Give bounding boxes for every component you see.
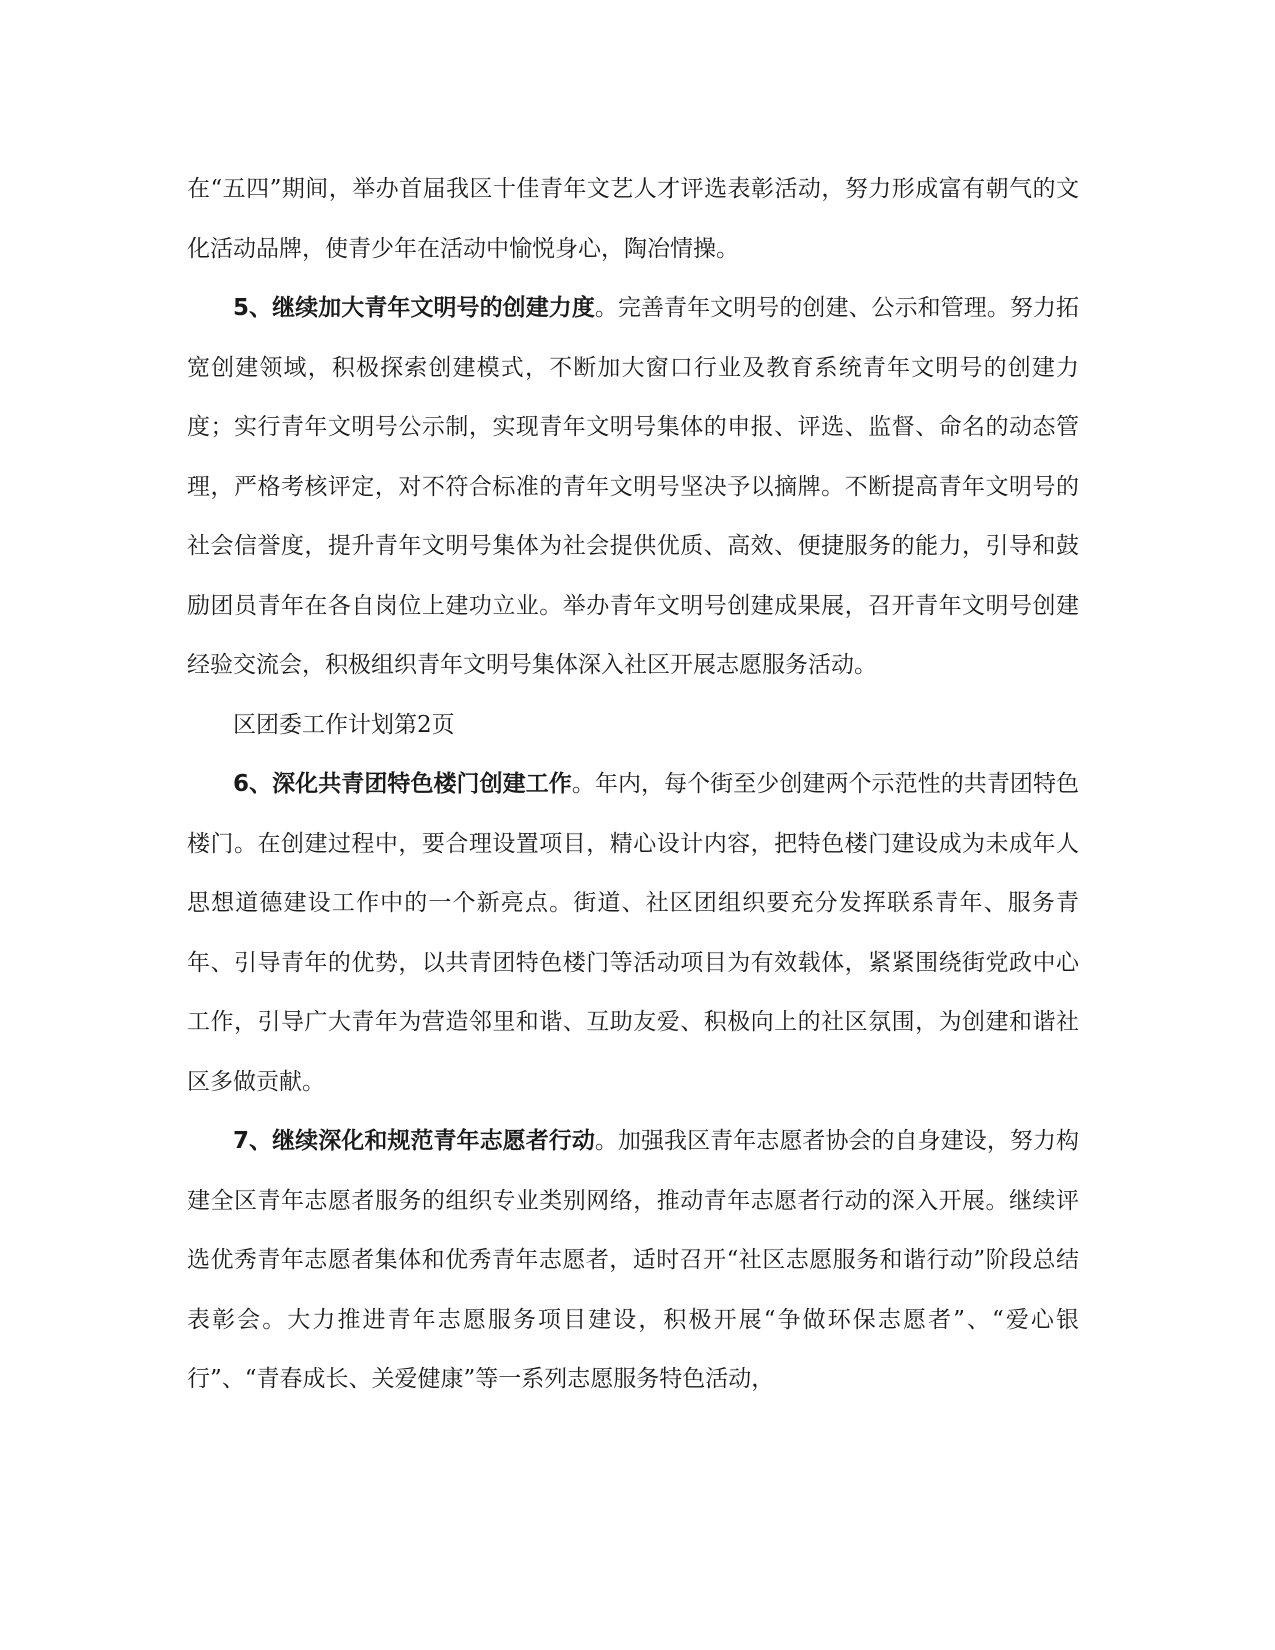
paragraph-continuation [187, 160, 1079, 279]
paragraph-text: 。年内，每个街至少创建两个示范性的共青团特色楼门。在创建过程中，要合理设置项目，精心设计内容，把特色楼门建设成为未成年人思想道德建设工作中的一个新亮点。街道、社区团组织要充分发挥联系青年、服务青年、引导青年的优势，以共青团特色楼门等活动项目为有效载体，紧紧围绕街党政中心工作，引导广大青年为营造邻里和谐、互助友爱、积极向上的社区氛围，为创建和谐社区多做贡献。 [187, 771, 1080, 1095]
paragraph-text: 在“五四”期间，举办首届我区十佳青年文艺人才评选表彰活动，努力形成富有朝气的文化活动品牌，使青少年在活动中愉悦身心，陶冶情操。 [187, 176, 1079, 262]
paragraph-item-5 [187, 279, 1079, 696]
paragraph-heading: 7、继续深化和规范青年志愿者行动 [233, 1128, 595, 1154]
page-marker [187, 696, 1079, 756]
page-marker-text: 区团委工作计划第2页 [233, 711, 455, 738]
paragraph-text: 。完善青年文明号的创建、公示和管理。努力拓宽创建领域，积极探索创建模式，不断加大窗口行业及教育系统青年文明号的创建力度；实行青年文明号公示制，实现青年文明号集体的申报、评选、监督、命名的动态管理，严格考核评定，对不符合标准的青年文明号坚决予以摘牌。不断提高青年文明号的社会信誉度，提升青年文明号集体为社会提供优质、高效、便捷服务的能力，引导和鼓励团员青年在各自岗位上建功立业。举办青年文明号创建成果展，召开青年文明号创建经验交流会，积极组织青年文明号集体深入社区开展志愿服务活动。 [187, 295, 1079, 678]
paragraph-item-6 [187, 755, 1079, 1112]
paragraph-text: 。加强我区青年志愿者协会的自身建设，努力构建全区青年志愿者服务的组织专业类别网络，推动青年志愿者行动的深入开展。继续评选优秀青年志愿者集体和优秀青年志愿者，适时召开“社区志愿服务和谐行动”阶段总结表彰会。大力推进青年志愿服务项目建设，积极开展“争做环保志愿者”、“爱心银行”、“青春成长、关爱健康”等一系列志愿服务特色活动， [187, 1128, 1079, 1392]
paragraph-heading: 5、继续加大青年文明号的创建力度 [233, 295, 595, 321]
paragraph-heading: 6、深化共青团特色楼门创建工作 [233, 771, 572, 797]
document-body [187, 160, 1079, 1410]
paragraph-item-7 [187, 1112, 1079, 1410]
